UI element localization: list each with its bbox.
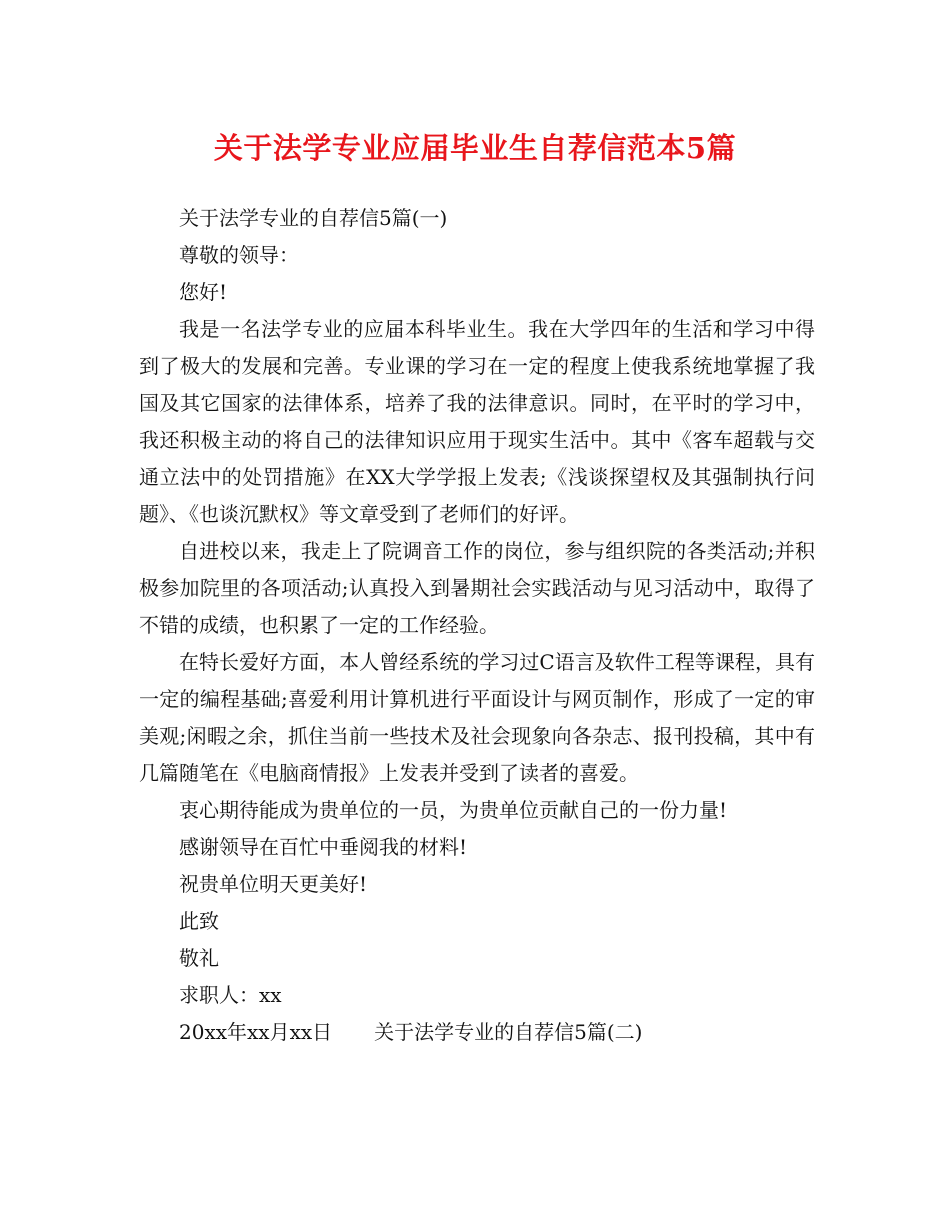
document-title: 关于法学专业应届毕业生自荐信范本5篇 (213, 131, 737, 165)
closing-line-3: 祝贵单位明天更美好! (179, 872, 368, 896)
closing-cizhi: 此致 (179, 909, 219, 933)
closing-line-1: 衷心期待能成为贵单位的一员，为贵单位贡献自己的一份力量! (179, 798, 728, 822)
paragraph-3: 在特长爱好方面，本人曾经系统的学习过C语言及软件工程等课程，具有一定的编程基础;喜爱利用计算机进行平面设计与网页制作，形成了一定的审美观;闲暇之余，抓住当前一些技术及社会现象向各杂志、报刊投稿，其中有几篇随笔在《电脑商情报》上发表并受到了读者的喜爱。 (139, 650, 815, 785)
section-heading-2: 关于法学专业的自荐信5篇(二) (374, 1020, 643, 1044)
closing-line-2: 感谢领导在百忙中垂阅我的材料! (179, 835, 468, 859)
applicant-signature: 求职人：xx (179, 983, 282, 1007)
closing-jingli: 敬礼 (179, 946, 219, 970)
date-line (139, 1014, 815, 1051)
salutation: 尊敬的领导： (179, 243, 299, 267)
paragraph-1: 我是一名法学专业的应届本科毕业生。我在大学四年的生活和学习中得到了极大的发展和完善。专业课的学习在一定的程度上使我系统地掌握了我国及其它国家的法律体系，培养了我的法律意识。同时，在平时的学习中，我还积极主动的将自己的法律知识应用于现实生活中。其中《客车超载与交通立法中的处罚措施》在XX大学学报上发表;《浅谈探望权及其强制执行问题》、《也谈沉默权》等文章受到了老师们的好评。 (139, 317, 815, 526)
greeting: 您好! (179, 280, 228, 304)
paragraph-2: 自进校以来，我走上了院调音工作的岗位，参与组织院的各类活动;并积极参加院里的各项活动;认真投入到暑期社会实践活动与见习活动中，取得了不错的成绩，也积累了一定的工作经验。 (139, 539, 815, 637)
document-body (139, 200, 815, 1051)
letter-date: 20xx年xx月xx日 (179, 1020, 333, 1044)
section-heading-1: 关于法学专业的自荐信5篇(一) (179, 206, 448, 230)
